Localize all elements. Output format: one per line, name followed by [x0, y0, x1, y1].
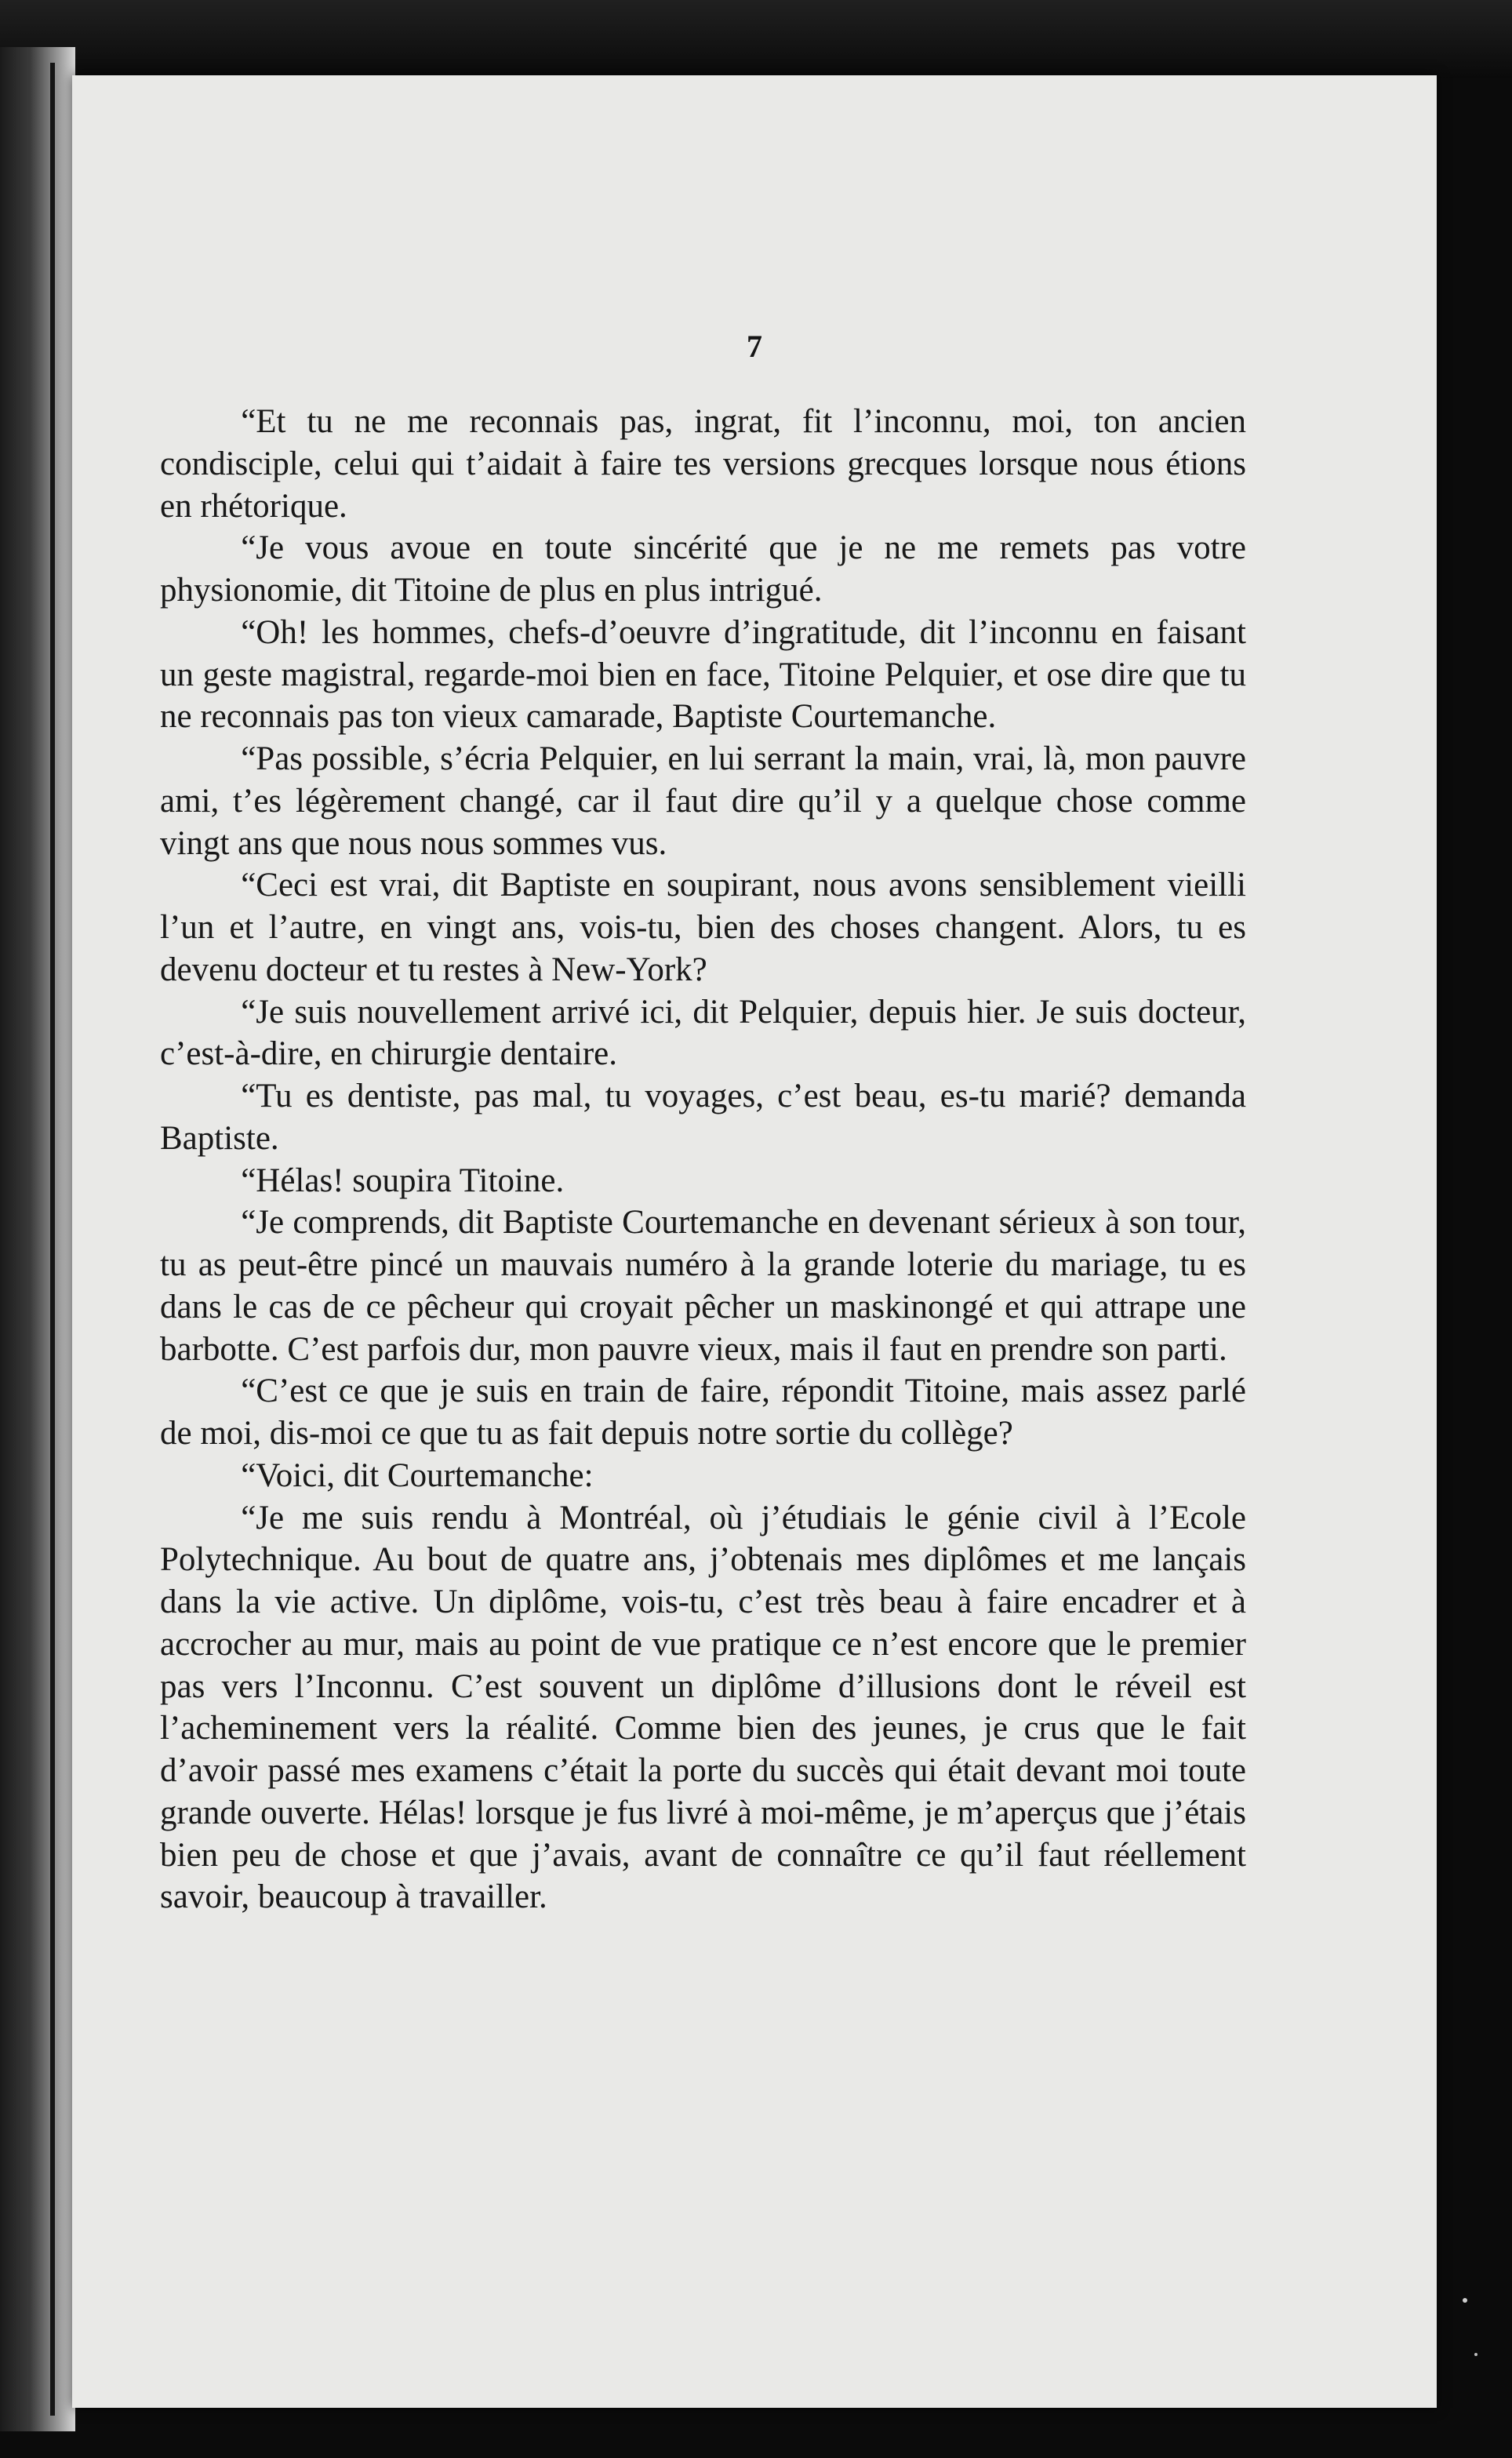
paragraph: “Je me suis rendu à Montréal, où j’étudiais le génie civil à l’Ecole Polytechnique. Au bout de quatre ans, j’obtenais mes diplômes et me lançais dans la vie active. Un diplôme, vois-tu, c’est très beau à faire encadrer et à accrocher au mur, mais au point de vue pratique ce n’est encore que le premier pas vers l’Inconnu. C’est souvent un diplôme d’illusions dont le réveil est l’acheminement vers la réalité. Comme bien des jeunes, je crus que le fait d’avoir passé mes examens c’était la porte du succès qui était devant moi toute grande ouverte. Hélas! lorsque je fus livré à moi-même, je m’aperçus que j’étais bien peu de chose et que j’avais, avant de connaître ce qu’il faut réellement savoir, beaucoup à travailler.	[160, 1499, 1246, 1916]
book-page	[72, 75, 1437, 2408]
paragraph: “Voici, dit Courtemanche:	[241, 1456, 594, 1494]
paragraph: “Ceci est vrai, dit Baptiste en soupirant, nous avons sensiblement vieilli l’un et l’autre, en vingt ans, vois-tu, bien des choses changent. Alors, tu es devenu docteur et tu restes à New-York?	[160, 867, 1246, 988]
book-binding-edge	[0, 47, 75, 2431]
page-text	[160, 401, 1246, 1918]
scan-speck	[1463, 2298, 1467, 2303]
paragraph: “Pas possible, s’écria Pelquier, en lui serrant la main, vrai, là, mon pauvre ami, t’es légèrement changé, car il faut dire qu’il y a quelque chose comme vingt ans que nous nous sommes vus.	[160, 740, 1246, 862]
paragraph: “C’est ce que je suis en train de faire, répondit Titoine, mais assez parlé de moi, dis-moi ce que tu as fait depuis notre sortie du collège?	[160, 1373, 1246, 1452]
paragraph: “Hélas! soupira Titoine.	[241, 1162, 565, 1199]
binding-shadow	[50, 63, 55, 2416]
paragraph: “Tu es dentiste, pas mal, tu voyages, c’est beau, es-tu marié? demanda Baptiste.	[160, 1078, 1246, 1157]
paragraph: “Je comprends, dit Baptiste Courtemanche en devenant sérieux à son tour, tu as peut-être pincé un mauvais numéro à la grande loterie du mariage, tu es dans le cas de ce pêcheur qui croyait pêcher un maskinongé et qui attrape une barbotte. C’est parfois dur, mon pauvre vieux, mais il faut en prendre son parti.	[160, 1204, 1246, 1368]
paragraph: “Oh! les hommes, chefs-d’oeuvre d’ingratitude, dit l’inconnu en faisant un geste magistral, regarde-moi bien en face, Titoine Pelquier, et ose dire que tu ne reconnais pas ton vieux camarade, Baptiste Courtemanche.	[160, 613, 1246, 736]
paragraph: “Je vous avoue en toute sincérité que je ne me remets pas votre physionomie, dit Titoine de plus en plus intrigué.	[160, 529, 1246, 609]
scan-top-border	[0, 0, 1512, 78]
paragraph: “Et tu ne me reconnais pas, ingrat, fit l’inconnu, moi, ton ancien condisciple, celui qui t’aidait à faire tes versions grecques lorsque nous étions en rhétorique.	[160, 403, 1246, 525]
page-number: 7	[747, 329, 762, 364]
paragraph: “Je suis nouvellement arrivé ici, dit Pelquier, depuis hier. Je suis docteur, c’est-à-dire, en chirurgie dentaire.	[160, 993, 1246, 1073]
scan-speck	[1474, 2353, 1477, 2356]
